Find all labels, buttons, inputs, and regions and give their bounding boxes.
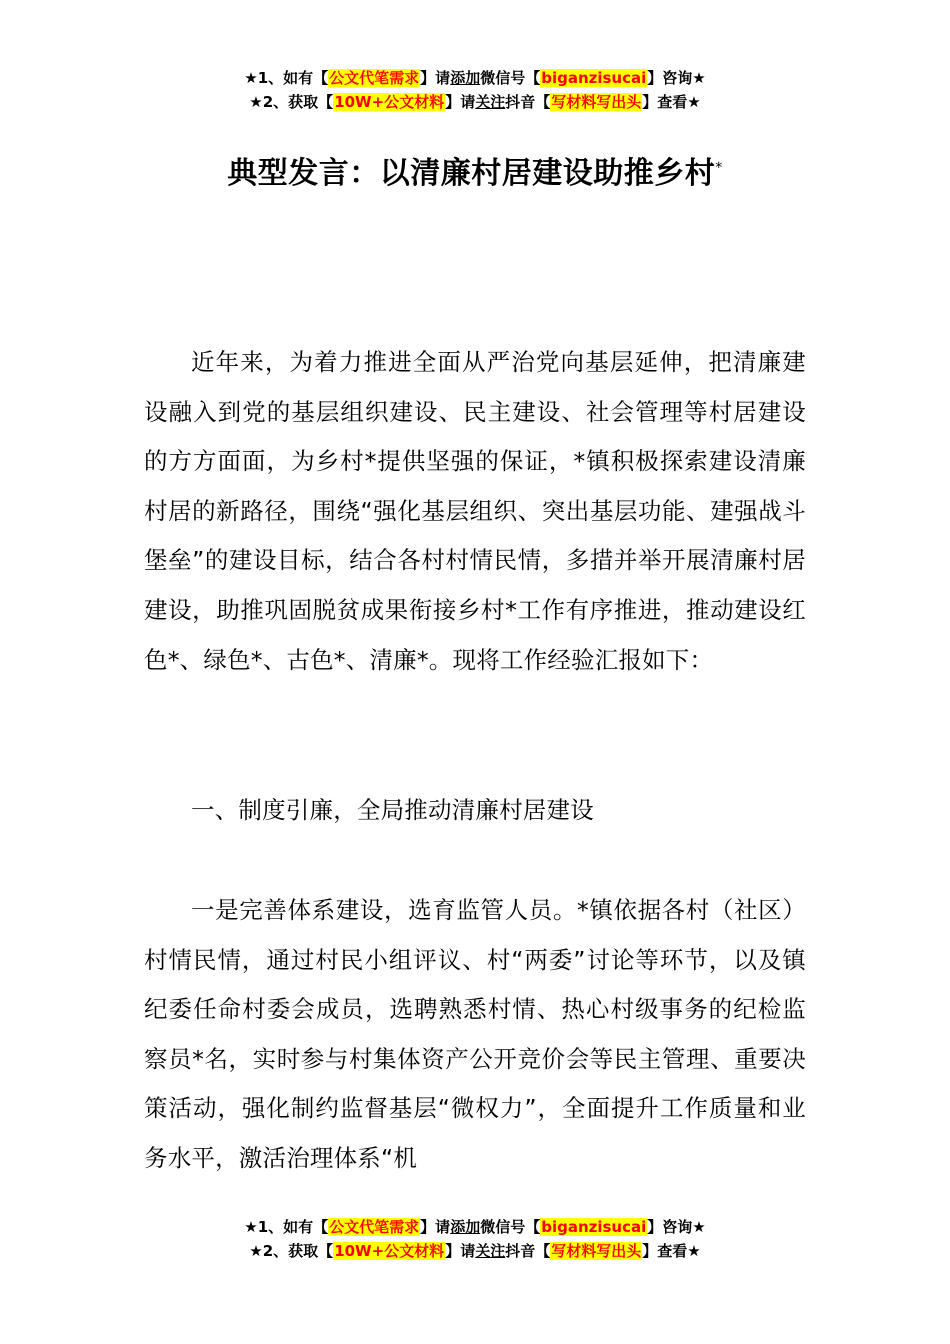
highlight-materials: 10W+公文材料 <box>334 1242 445 1260</box>
banner-text: 】请 <box>420 1218 451 1236</box>
banner-text: ★2、获取【 <box>249 93 334 111</box>
banner-text: 】咨询★ <box>647 1218 706 1236</box>
banner-underline: 关注 <box>475 1242 506 1260</box>
banner-text: 微信号【 <box>480 69 541 87</box>
document-title <box>0 148 950 192</box>
footer-banner <box>0 1215 950 1263</box>
banner-line-1 <box>0 1215 950 1239</box>
section-heading-1: 一、制度引廉，全局推动清廉村居建设 <box>191 796 594 824</box>
highlight-service: 公文代笔需求 <box>329 1218 420 1236</box>
banner-text: ★2、获取【 <box>249 1242 334 1260</box>
banner-line-2 <box>0 90 950 114</box>
header-banner <box>0 66 950 114</box>
paragraph-system-building: 一是完善体系建设，选育监管人员。*镇依据各村（社区）村情民情，通过村民小组评议、村“两委”讨论等环节，以及镇纪委任命村委会成员，选聘熟悉村情、热心村级事务的纪检监察员*名，实时参与村集体资产公开竞价会等民主管理、重要决策活动，强化制约监督基层“微权力”，全面提升工作质量和业务水平，激活治理体系“机 <box>144 896 806 1172</box>
banner-text: 】请 <box>445 1242 476 1260</box>
banner-underline: 添加 <box>450 69 481 87</box>
title-mark: * <box>715 160 723 176</box>
highlight-materials: 10W+公文材料 <box>334 93 445 111</box>
title-text: 典型发言：以清廉村居建设助推乡村 <box>227 156 716 191</box>
banner-line-2 <box>0 1239 950 1263</box>
banner-text: 微信号【 <box>480 1218 541 1236</box>
banner-text: 】查看★ <box>642 1242 701 1260</box>
banner-text: 抖音【 <box>505 93 551 111</box>
banner-underline: 添加 <box>450 1218 481 1236</box>
banner-text: 】请 <box>420 69 451 87</box>
banner-text: 】请 <box>445 93 476 111</box>
highlight-wechat-id: biganzisucai <box>541 69 647 87</box>
banner-text: 】咨询★ <box>647 69 706 87</box>
highlight-douyin-id: 写材料写出头 <box>551 1242 642 1260</box>
banner-line-1 <box>0 66 950 90</box>
paragraph-intro: 近年来，为着力推进全面从严治党向基层延伸，把清廉建设融入到党的基层组织建设、民主建设、社会管理等村居建设的方方面面，为乡村*提供坚强的保证，*镇积极探索建设清廉村居的新路径，围绕“强化基层组织、突出基层功能、建强战斗堡垒”的建设目标，结合各村村情民情，多措并举开展清廉村居建设，助推巩固脱贫成果衔接乡村*工作有序推进，推动建设红色*、绿色*、古色*、清廉*。现将工作经验汇报如下： <box>144 348 806 674</box>
banner-text: ★1、如有【 <box>244 69 329 87</box>
banner-text: 】查看★ <box>642 93 701 111</box>
highlight-wechat-id: biganzisucai <box>541 1218 647 1236</box>
banner-text: 抖音【 <box>505 1242 551 1260</box>
banner-text: ★1、如有【 <box>244 1218 329 1236</box>
highlight-douyin-id: 写材料写出头 <box>551 93 642 111</box>
highlight-service: 公文代笔需求 <box>329 69 420 87</box>
banner-underline: 关注 <box>475 93 506 111</box>
